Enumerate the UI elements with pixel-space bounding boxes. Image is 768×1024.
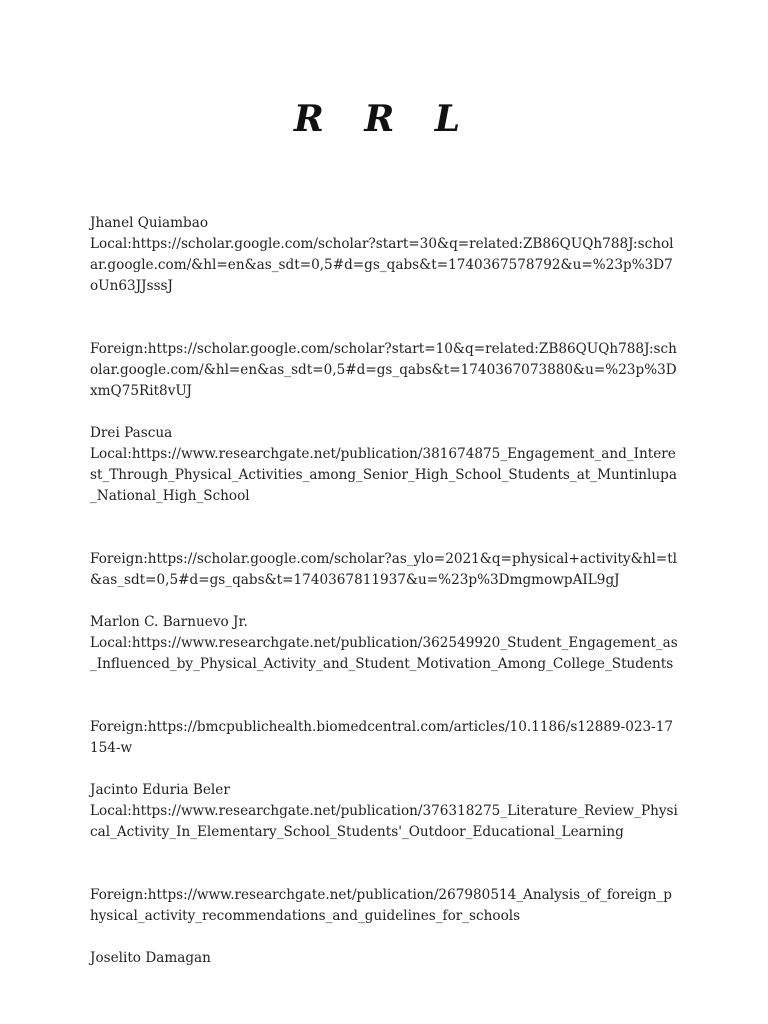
author-name: Jacinto Eduria Beler [90, 782, 230, 798]
author-name: Drei Pascua [90, 425, 173, 441]
author-name: Joselito Damagan [90, 950, 211, 966]
foreign-reference-link[interactable]: Foreign:https://scholar.google.com/scholar?start=10&q=related:ZB86QUQh788J:scholar.google.com/&hl=en&as_sdt=0,5#d=gs_qabs&t=1740367073880&u=%23p%3DxmQ75Rit8vUJ [90, 341, 677, 399]
foreign-reference-link[interactable]: Foreign:https://www.researchgate.net/publication/267980514_Analysis_of_foreign_physical_activity_recommendations_and_guidelines_for_schools [90, 887, 672, 924]
author-name: Marlon C. Barnuevo Jr. [90, 614, 248, 630]
local-reference-link[interactable]: Local:https://www.researchgate.net/publication/376318275_Literature_Review_Physical_Activity_In_Elementary_School_Students'_Outdoor_Educational_Learning [90, 803, 678, 840]
document-body [90, 213, 680, 969]
local-reference-link[interactable]: Local:https://scholar.google.com/scholar?start=30&q=related:ZB86QUQh788J:scholar.google.com/&hl=en&as_sdt=0,5#d=gs_qabs&t=1740367578792&u=%23p%3D7oUn63JJsssJ [90, 236, 674, 294]
local-reference-link[interactable]: Local:https://www.researchgate.net/publication/381674875_Engagement_and_Interest_Through_Physical_Activities_among_Senior_High_School_Students_at_Muntinlupa_National_High_School [90, 446, 677, 504]
author-name: Jhanel Quiambao [90, 215, 209, 231]
foreign-reference-link[interactable]: Foreign:https://scholar.google.com/scholar?as_ylo=2021&q=physical+activity&hl=tl&as_sdt=0,5#d=gs_qabs&t=1740367811937&u=%23p%3DmgmowpAIL9gJ [90, 551, 678, 588]
foreign-reference-link[interactable]: Foreign:https://bmcpublichealth.biomedcentral.com/articles/10.1186/s12889-023-17154-w [90, 719, 674, 756]
local-reference-link[interactable]: Local:https://www.researchgate.net/publication/362549920_Student_Engagement_as_Influenced_by_Physical_Activity_and_Student_Motivation_Among_College_Students [90, 635, 678, 672]
page-title: R R L [293, 98, 475, 140]
